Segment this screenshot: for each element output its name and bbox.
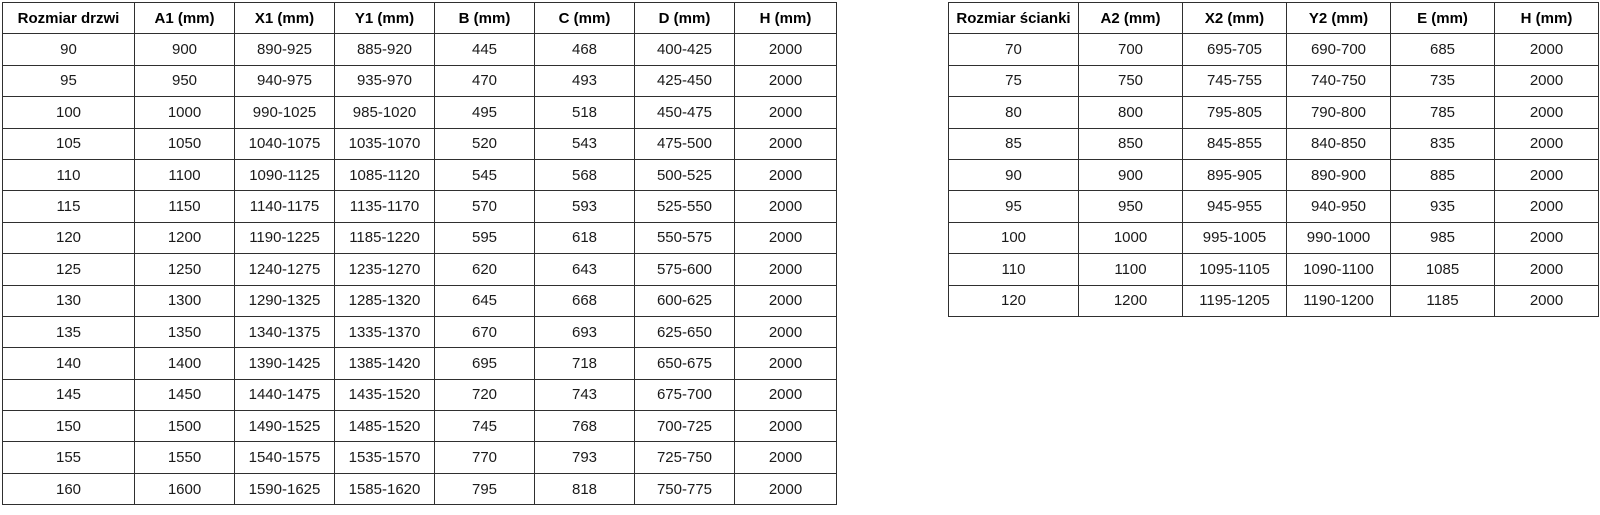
table-cell: 75 [949,65,1079,96]
table-cell: 818 [535,473,635,504]
table-row [949,159,1599,190]
table-cell: 1150 [135,191,235,222]
door-table-body [3,34,837,505]
column-header: X1 (mm) [235,3,335,34]
table-cell: 70 [949,34,1079,65]
table-cell: 735 [1391,65,1495,96]
table-cell: 690-700 [1287,34,1391,65]
table-cell: 2000 [1495,222,1599,253]
table-cell: 1090-1125 [235,159,335,190]
table-cell: 120 [949,285,1079,316]
table-cell: 90 [3,34,135,65]
table-cell: 750-775 [635,473,735,504]
table-row [3,473,837,504]
table-cell: 845-855 [1183,128,1287,159]
table-cell: 600-625 [635,285,735,316]
table-cell: 493 [535,65,635,96]
table-cell: 470 [435,65,535,96]
table-cell: 1190-1225 [235,222,335,253]
table-row [3,34,837,65]
header-row [949,3,1599,34]
table-row [3,411,837,442]
table-cell: 670 [435,316,535,347]
table-row [3,159,837,190]
table-cell: 950 [135,65,235,96]
table-cell: 95 [949,191,1079,222]
table-cell: 140 [3,348,135,379]
table-cell: 985 [1391,222,1495,253]
table-cell: 80 [949,97,1079,128]
table-cell: 593 [535,191,635,222]
table-cell: 1350 [135,316,235,347]
table-cell: 1140-1175 [235,191,335,222]
table-cell: 935-970 [335,65,435,96]
table-cell: 145 [3,379,135,410]
table-cell: 100 [3,97,135,128]
table-cell: 525-550 [635,191,735,222]
table-cell: 990-1000 [1287,222,1391,253]
table-cell: 120 [3,222,135,253]
table-cell: 500-525 [635,159,735,190]
table-cell: 2000 [735,65,837,96]
table-cell: 625-650 [635,316,735,347]
table-cell: 890-900 [1287,159,1391,190]
table-cell: 1300 [135,285,235,316]
table-row [949,128,1599,159]
table-cell: 950 [1079,191,1183,222]
table-cell: 2000 [735,97,837,128]
table-cell: 2000 [735,442,837,473]
table-cell: 568 [535,159,635,190]
table-row [949,65,1599,96]
table-cell: 795-805 [1183,97,1287,128]
table-cell: 135 [3,316,135,347]
door-table-header [3,3,837,34]
table-cell: 1400 [135,348,235,379]
column-header: A2 (mm) [1079,3,1183,34]
table-cell: 1200 [1079,285,1183,316]
table-cell: 745 [435,411,535,442]
table-cell: 1385-1420 [335,348,435,379]
wall-sizes-table [948,2,1599,317]
table-cell: 2000 [1495,97,1599,128]
table-cell: 1050 [135,128,235,159]
table-cell: 740-750 [1287,65,1391,96]
table-cell: 2000 [1495,128,1599,159]
table-cell: 1435-1520 [335,379,435,410]
table-cell: 570 [435,191,535,222]
door-sizes-table [2,2,837,505]
table-cell: 745-755 [1183,65,1287,96]
table-cell: 2000 [735,316,837,347]
table-cell: 850 [1079,128,1183,159]
table-cell: 2000 [1495,34,1599,65]
table-cell: 575-600 [635,254,735,285]
table-row [3,348,837,379]
table-cell: 945-955 [1183,191,1287,222]
table-cell: 550-575 [635,222,735,253]
table-cell: 1440-1475 [235,379,335,410]
column-header: A1 (mm) [135,3,235,34]
column-header: Rozmiar ścianki [949,3,1079,34]
column-header: C (mm) [535,3,635,34]
column-header: Rozmiar drzwi [3,3,135,34]
table-cell: 1450 [135,379,235,410]
table-cell: 900 [135,34,235,65]
table-cell: 890-925 [235,34,335,65]
table-cell: 1000 [1079,222,1183,253]
table-row [3,442,837,473]
table-row [3,285,837,316]
table-cell: 155 [3,442,135,473]
table-cell: 95 [3,65,135,96]
table-cell: 1135-1170 [335,191,435,222]
table-cell: 645 [435,285,535,316]
table-cell: 105 [3,128,135,159]
table-cell: 450-475 [635,97,735,128]
table-row [3,316,837,347]
table-cell: 900 [1079,159,1183,190]
table-cell: 130 [3,285,135,316]
table-cell: 1085-1120 [335,159,435,190]
table-cell: 1390-1425 [235,348,335,379]
table-cell: 790-800 [1287,97,1391,128]
table-cell: 935 [1391,191,1495,222]
table-cell: 2000 [735,348,837,379]
table-cell: 1040-1075 [235,128,335,159]
table-cell: 2000 [735,379,837,410]
table-row [949,97,1599,128]
wall-table-header [949,3,1599,34]
table-cell: 1290-1325 [235,285,335,316]
table-cell: 445 [435,34,535,65]
table-cell: 768 [535,411,635,442]
column-header: E (mm) [1391,3,1495,34]
table-cell: 650-675 [635,348,735,379]
table-row [3,65,837,96]
table-cell: 110 [3,159,135,190]
table-cell: 90 [949,159,1079,190]
table-cell: 1240-1275 [235,254,335,285]
table-row [3,254,837,285]
table-cell: 1095-1105 [1183,254,1287,285]
table-cell: 695-705 [1183,34,1287,65]
table-cell: 620 [435,254,535,285]
table-cell: 1335-1370 [335,316,435,347]
table-cell: 940-950 [1287,191,1391,222]
table-cell: 685 [1391,34,1495,65]
table-cell: 495 [435,97,535,128]
table-cell: 1500 [135,411,235,442]
table-cell: 125 [3,254,135,285]
table-cell: 475-500 [635,128,735,159]
table-cell: 1190-1200 [1287,285,1391,316]
column-header: D (mm) [635,3,735,34]
table-cell: 718 [535,348,635,379]
table-cell: 595 [435,222,535,253]
table-cell: 520 [435,128,535,159]
table-cell: 543 [535,128,635,159]
table-cell: 1085 [1391,254,1495,285]
table-cell: 895-905 [1183,159,1287,190]
table-cell: 2000 [735,254,837,285]
table-cell: 1000 [135,97,235,128]
column-header: B (mm) [435,3,535,34]
table-cell: 2000 [735,191,837,222]
table-cell: 675-700 [635,379,735,410]
table-cell: 995-1005 [1183,222,1287,253]
table-cell: 1250 [135,254,235,285]
table-cell: 800 [1079,97,1183,128]
table-cell: 1340-1375 [235,316,335,347]
table-cell: 2000 [735,128,837,159]
table-cell: 1550 [135,442,235,473]
column-header: Y1 (mm) [335,3,435,34]
table-row [949,191,1599,222]
table-cell: 1100 [1079,254,1183,285]
table-cell: 1185 [1391,285,1495,316]
table-cell: 1185-1220 [335,222,435,253]
table-row [949,222,1599,253]
table-cell: 2000 [735,285,837,316]
table-cell: 2000 [1495,191,1599,222]
table-cell: 518 [535,97,635,128]
table-cell: 695 [435,348,535,379]
table-cell: 2000 [735,222,837,253]
header-row [3,3,837,34]
table-cell: 793 [535,442,635,473]
table-cell: 115 [3,191,135,222]
table-cell: 693 [535,316,635,347]
table-cell: 750 [1079,65,1183,96]
table-cell: 425-450 [635,65,735,96]
table-row [949,285,1599,316]
table-row [3,128,837,159]
table-cell: 1600 [135,473,235,504]
table-cell: 743 [535,379,635,410]
table-cell: 1540-1575 [235,442,335,473]
table-cell: 2000 [1495,254,1599,285]
table-cell: 2000 [1495,285,1599,316]
table-cell: 400-425 [635,34,735,65]
table-cell: 2000 [735,411,837,442]
table-cell: 1535-1570 [335,442,435,473]
table-cell: 725-750 [635,442,735,473]
table-cell: 1195-1205 [1183,285,1287,316]
table-cell: 700 [1079,34,1183,65]
table-cell: 1090-1100 [1287,254,1391,285]
column-header: X2 (mm) [1183,3,1287,34]
table-cell: 720 [435,379,535,410]
table-cell: 795 [435,473,535,504]
table-cell: 835 [1391,128,1495,159]
table-cell: 1100 [135,159,235,190]
table-cell: 990-1025 [235,97,335,128]
table-cell: 840-850 [1287,128,1391,159]
table-cell: 1485-1520 [335,411,435,442]
table-row [949,34,1599,65]
table-cell: 1235-1270 [335,254,435,285]
table-cell: 2000 [1495,65,1599,96]
table-cell: 1590-1625 [235,473,335,504]
table-row [3,191,837,222]
table-cell: 2000 [735,473,837,504]
table-cell: 700-725 [635,411,735,442]
table-cell: 468 [535,34,635,65]
table-cell: 668 [535,285,635,316]
table-cell: 885-920 [335,34,435,65]
table-cell: 618 [535,222,635,253]
table-cell: 160 [3,473,135,504]
table-cell: 150 [3,411,135,442]
column-header: H (mm) [1495,3,1599,34]
table-cell: 785 [1391,97,1495,128]
table-cell: 885 [1391,159,1495,190]
table-row [3,379,837,410]
table-cell: 940-975 [235,65,335,96]
table-cell: 100 [949,222,1079,253]
wall-table-body [949,34,1599,317]
table-cell: 1035-1070 [335,128,435,159]
table-cell: 985-1020 [335,97,435,128]
table-cell: 1490-1525 [235,411,335,442]
table-cell: 545 [435,159,535,190]
table-cell: 770 [435,442,535,473]
table-cell: 85 [949,128,1079,159]
column-header: H (mm) [735,3,837,34]
table-cell: 2000 [735,159,837,190]
table-cell: 2000 [735,34,837,65]
table-row [3,97,837,128]
table-cell: 110 [949,254,1079,285]
table-cell: 1285-1320 [335,285,435,316]
table-cell: 643 [535,254,635,285]
column-header: Y2 (mm) [1287,3,1391,34]
table-cell: 1200 [135,222,235,253]
table-row [3,222,837,253]
table-cell: 1585-1620 [335,473,435,504]
table-cell: 2000 [1495,159,1599,190]
table-row [949,254,1599,285]
